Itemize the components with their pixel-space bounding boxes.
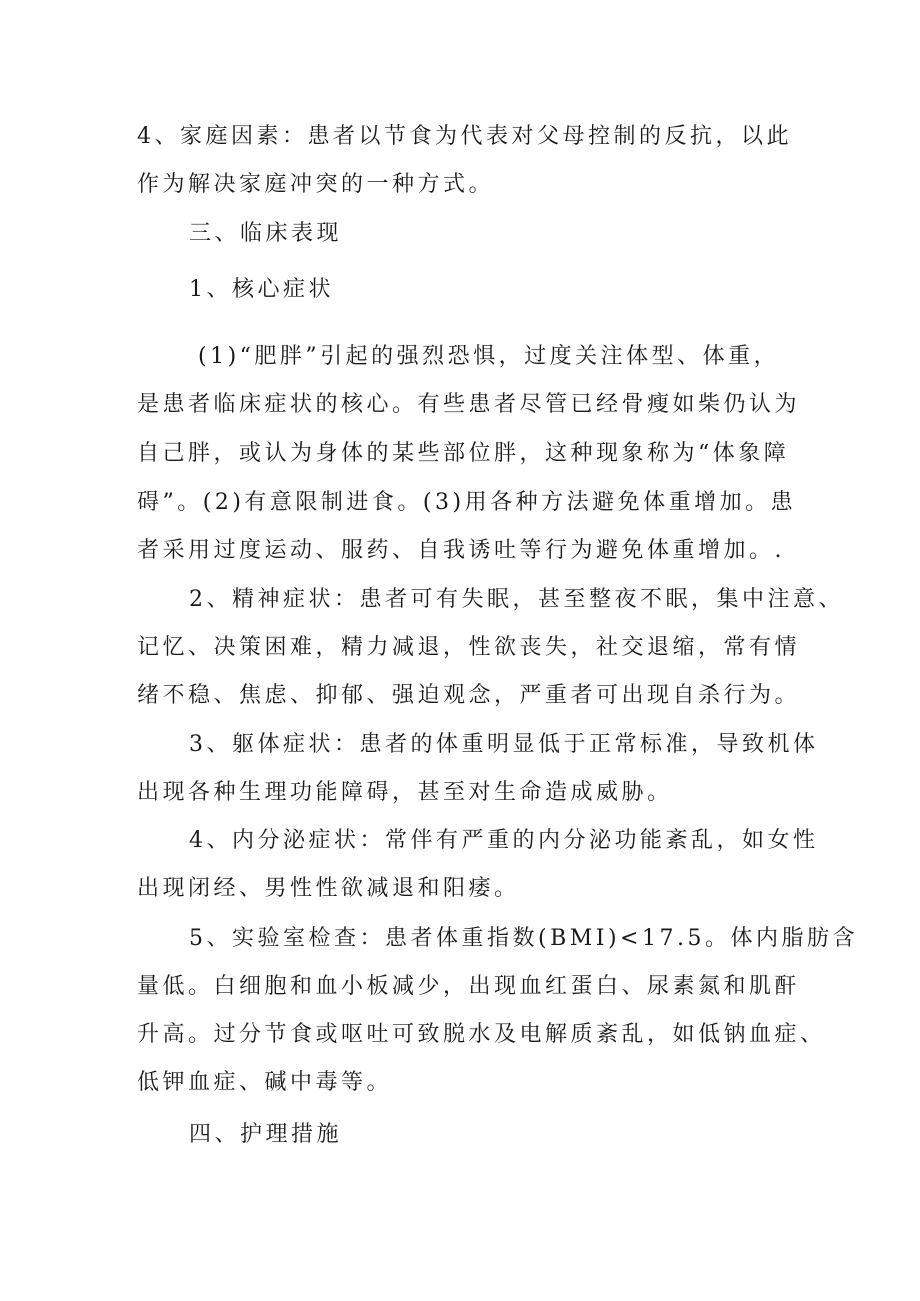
paragraph-lab-line-4: 低钾血症、碱中毒等。 <box>137 1070 393 1095</box>
paragraph-mental-line-2: 记忆、决策困难，精力减退，性欲丧失，社交退缩，常有情 <box>137 635 801 660</box>
paragraph-mental-line-3: 绪不稳、焦虑、抑郁、强迫观念，严重者可出现自杀行为。 <box>137 683 801 708</box>
section-heading-clinical-manifestations: 三、临床表现 <box>189 221 343 246</box>
paragraph-mental-line-1: 2、精神症状：患者可有失眠，甚至整夜不眠，集中注意、 <box>189 587 844 612</box>
paragraph-lab-line-3: 升高。过分节食或呕吐可致脱水及电解质紊乱，如低钠血症、 <box>137 1022 826 1047</box>
paragraph-lab-line-1: 5、实验室检查：患者体重指数(BMI)<17.5。体内脂肪含 <box>189 926 858 951</box>
paragraph-lab-line-2: 量低。白细胞和血小板减少，出现血红蛋白、尿素氮和肌酐 <box>137 974 801 999</box>
paragraph-core-line-2: 是患者临床症状的核心。有些患者尽管已经骨瘦如柴仍认为 <box>137 392 801 417</box>
section-heading-nursing-measures: 四、护理措施 <box>189 1122 343 1147</box>
subheading-core-symptoms: 1、核心症状 <box>189 277 334 302</box>
paragraph-core-line-3: 自己胖，或认为身体的某些部位胖，这种现象称为“体象障 <box>137 441 790 466</box>
paragraph-family-factors-line-1: 4、家庭因素：患者以节食为代表对父母控制的反抗，以此 <box>137 124 792 149</box>
paragraph-endocrine-line-1: 4、内分泌症状：常伴有严重的内分泌功能紊乱，如女性 <box>189 828 819 853</box>
paragraph-somatic-line-2: 出现各种生理功能障碍，甚至对生命造成威胁。 <box>137 780 673 805</box>
paragraph-core-line-5: 者采用过度运动、服药、自我诱吐等行为避免体重增加。. <box>137 538 785 563</box>
paragraph-core-line-1: (1)“肥胖”引起的强烈恐惧，过度关注体型、体重， <box>198 344 780 369</box>
paragraph-endocrine-line-2: 出现闭经、男性性欲减退和阳痿。 <box>137 876 520 901</box>
paragraph-somatic-line-1: 3、躯体症状：患者的体重明显低于正常标准，导致机体 <box>189 732 819 757</box>
paragraph-family-factors-line-2: 作为解决家庭冲突的一种方式。 <box>137 172 495 197</box>
paragraph-core-line-4: 碍”。(2)有意限制进食。(3)用各种方法避免体重增加。患 <box>137 490 797 515</box>
